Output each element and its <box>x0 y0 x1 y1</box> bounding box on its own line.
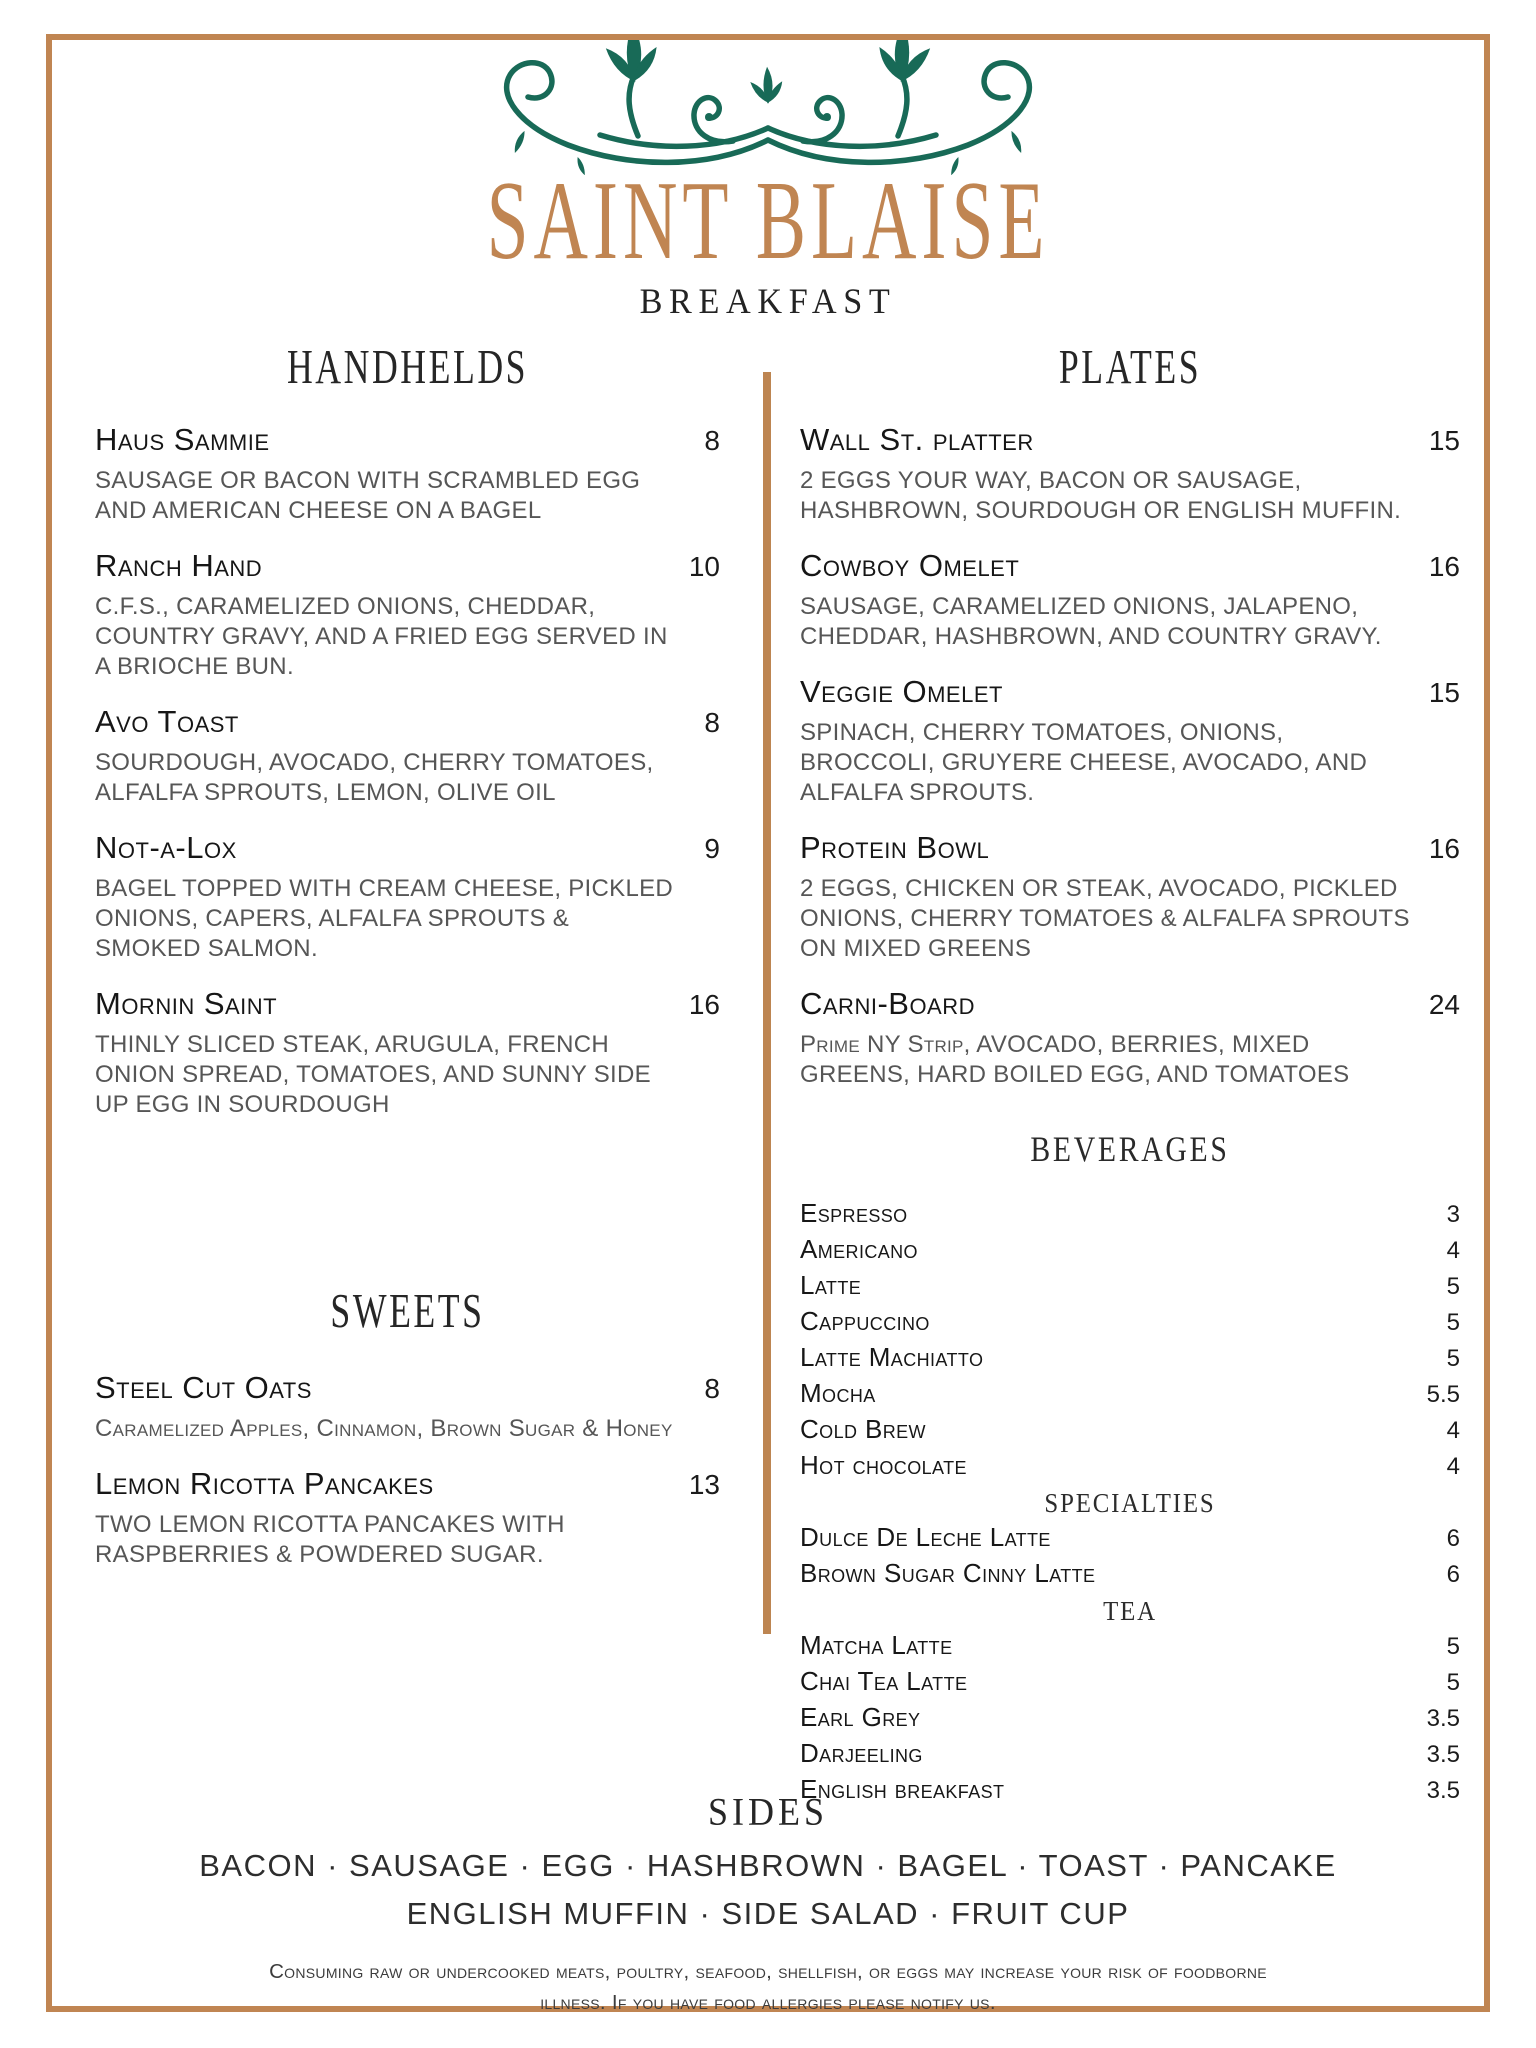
menu-item <box>95 422 720 526</box>
beverage-price: 6 <box>1446 1525 1460 1553</box>
item-name: Haus Sammie <box>95 422 270 457</box>
item-price: 8 <box>704 1373 720 1404</box>
beverage-name: Espresso <box>800 1198 908 1229</box>
beverage-name: Dulce De Leche Latte <box>800 1522 1051 1553</box>
right-column <box>800 330 1460 1808</box>
beverage-name: Latte <box>800 1270 862 1301</box>
beverage-row <box>800 1556 1460 1592</box>
item-price: 15 <box>1428 677 1460 708</box>
beverage-price: 3.5 <box>1426 1741 1460 1769</box>
item-description: THINLY SLICED STEAK, ARUGULA, FRENCH ONION SPREAD, TOMATOES, AND SUNNY SIDE UP EGG IN SOURDOUGH <box>95 1031 651 1118</box>
item-name: Not-a-Lox <box>95 830 237 865</box>
item-description: TWO LEMON RICOTTA PANCAKES WITH RASPBERRIES & POWDERED SUGAR. <box>95 1511 565 1568</box>
item-price: 9 <box>704 833 720 864</box>
beverage-row <box>800 1232 1460 1268</box>
item-price: 10 <box>688 551 720 582</box>
item-price: 15 <box>1428 425 1460 456</box>
item-description: SOURDOUGH, AVOCADO, CHERRY TOMATOES, ALFALFA SPROUTS, LEMON, OLIVE OIL <box>95 749 654 806</box>
beverage-price: 5 <box>1446 1273 1460 1301</box>
specialties-list <box>800 1520 1460 1592</box>
menu-item <box>95 704 720 808</box>
item-description: 2 EGGS YOUR WAY, BACON OR SAUSAGE, HASHBROWN, SOURDOUGH OR ENGLISH MUFFIN. <box>800 467 1402 524</box>
menu-item <box>800 548 1460 652</box>
beverage-row <box>800 1736 1460 1772</box>
item-description: BAGEL TOPPED WITH CREAM CHEESE, PICKLED ONIONS, CAPERS, ALFALFA SPROUTS & SMOKED SALMON. <box>95 875 674 962</box>
menu-item <box>800 674 1460 808</box>
beverage-price: 3 <box>1446 1201 1460 1229</box>
item-name: Wall St. platter <box>800 422 1034 457</box>
item-name: Ranch Hand <box>95 548 263 583</box>
beverage-price: 5 <box>1446 1633 1460 1661</box>
item-description: Caramelized Apples, Cinnamon, Brown Sugar & Honey <box>95 1415 673 1442</box>
beverage-price: 5.5 <box>1426 1381 1460 1409</box>
item-price: 13 <box>688 1469 720 1500</box>
handhelds-list <box>95 422 720 1120</box>
item-description: 2 EGGS, CHICKEN OR STEAK, AVOCADO, PICKLED ONIONS, CHERRY TOMATOES & ALFALFA SPROUTS ON MIXED GREENS <box>800 875 1410 962</box>
beverage-name: Darjeeling <box>800 1738 923 1769</box>
beverage-row <box>800 1340 1460 1376</box>
beverage-row <box>800 1268 1460 1304</box>
beverage-price: 4 <box>1446 1237 1460 1265</box>
beverage-row <box>800 1376 1460 1412</box>
beverage-name: Mocha <box>800 1378 876 1409</box>
subsection-title-specialties: SPECIALTIES <box>1044 1488 1216 1519</box>
item-price: 24 <box>1428 989 1460 1020</box>
beverage-name: Brown Sugar Cinny Latte <box>800 1558 1096 1589</box>
beverage-name: Chai Tea Latte <box>800 1666 968 1697</box>
item-price: 8 <box>704 707 720 738</box>
disclaimer <box>0 1956 1536 2018</box>
sides-line-1: BACON · SAUSAGE · EGG · HASHBROWN · BAGEL · TOAST · PANCAKE <box>199 1848 1337 1883</box>
item-price: 8 <box>704 425 720 456</box>
beverage-row <box>800 1448 1460 1484</box>
item-description: SPINACH, CHERRY TOMATOES, ONIONS, BROCCOLI, GRUYERE CHEESE, AVOCADO, AND ALFALFA SPROUTS. <box>800 719 1368 806</box>
beverage-name: Matcha Latte <box>800 1630 953 1661</box>
beverage-row <box>800 1664 1460 1700</box>
sides-line-2: ENGLISH MUFFIN · SIDE SALAD · FRUIT CUP <box>406 1896 1130 1931</box>
menu-title: BREAKFAST <box>639 281 897 321</box>
item-name: Veggie Omelet <box>800 674 1003 709</box>
beverage-name: Cold Brew <box>800 1414 926 1445</box>
subsection-title-tea: TEA <box>1103 1596 1157 1627</box>
item-price: 16 <box>688 989 720 1020</box>
menu-item <box>800 830 1460 964</box>
item-name: Steel Cut Oats <box>95 1370 312 1405</box>
item-name: Cowboy Omelet <box>800 548 1020 583</box>
restaurant-logo-text: SAINT BLAISE <box>486 157 1050 283</box>
sweets-list <box>95 1370 720 1570</box>
item-description: SAUSAGE, CARAMELIZED ONIONS, JALAPENO, CHEDDAR, HASHBROWN, AND COUNTRY GRAVY. <box>800 593 1382 650</box>
item-name: Lemon Ricotta Pancakes <box>95 1466 434 1501</box>
menu-item <box>95 1370 720 1444</box>
menu-item <box>800 422 1460 526</box>
item-description: C.F.S., CARAMELIZED ONIONS, CHEDDAR, COUNTRY GRAVY, AND A FRIED EGG SERVED IN A BRIOCHE BUN. <box>95 593 668 680</box>
beverage-price: 4 <box>1446 1417 1460 1445</box>
beverage-row <box>800 1628 1460 1664</box>
menu-item <box>95 986 720 1120</box>
item-name: Carni-Board <box>800 986 976 1021</box>
beverage-price: 6 <box>1446 1561 1460 1589</box>
beverage-name: English breakfast <box>800 1774 1005 1805</box>
item-description: SAUSAGE OR BACON WITH SCRAMBLED EGG AND AMERICAN CHEESE ON A BAGEL <box>95 467 641 524</box>
menu-header <box>0 0 1536 322</box>
beverage-name: Cappuccino <box>800 1306 930 1337</box>
flourish-ornament <box>428 40 1108 175</box>
beverage-row <box>800 1700 1460 1736</box>
menu-item <box>95 548 720 682</box>
section-title-sweets: SWEETS <box>330 1285 485 1339</box>
item-name: Avo Toast <box>95 704 239 739</box>
beverage-name: Americano <box>800 1234 918 1265</box>
beverage-price: 4 <box>1446 1453 1460 1481</box>
disclaimer-line-1: Consuming raw or undercooked meats, poultry, seafood, shellfish, or eggs may increase your risk of foodborne <box>269 1960 1267 1983</box>
beverage-price: 5 <box>1446 1669 1460 1697</box>
beverage-price: 5 <box>1446 1309 1460 1337</box>
beverage-name: Latte Machiatto <box>800 1342 984 1373</box>
beverage-row <box>800 1304 1460 1340</box>
disclaimer-line-2: illness. If you have food allergies please notify us. <box>540 1991 996 2014</box>
item-price: 16 <box>1428 551 1460 582</box>
section-title-beverages: BEVERAGES <box>1030 1130 1230 1170</box>
beverage-name: Hot chocolate <box>800 1450 967 1481</box>
beverage-price: 5 <box>1446 1345 1460 1373</box>
column-divider <box>763 372 771 1634</box>
beverage-row <box>800 1412 1460 1448</box>
section-title-sides: SIDES <box>707 1789 829 1834</box>
beverage-price: 3.5 <box>1426 1705 1460 1733</box>
menu-item <box>800 986 1460 1090</box>
beverage-row <box>800 1520 1460 1556</box>
beverage-name: Earl Grey <box>800 1702 921 1733</box>
beverage-row <box>800 1196 1460 1232</box>
menu-item <box>95 830 720 964</box>
bottom-section <box>0 1788 1536 2018</box>
beverages-list <box>800 1196 1460 1484</box>
section-title-plates: PLATES <box>1058 341 1202 395</box>
left-column <box>95 330 720 1570</box>
menu-item <box>95 1466 720 1570</box>
section-title-handhelds: HANDHELDS <box>286 341 529 395</box>
item-price: 16 <box>1428 833 1460 864</box>
tea-list <box>800 1628 1460 1808</box>
item-description: Prime NY Strip, AVOCADO, BERRIES, MIXED GREENS, HARD BOILED EGG, AND TOMATOES <box>800 1031 1350 1088</box>
plates-list <box>800 422 1460 1090</box>
item-name: Protein Bowl <box>800 830 990 865</box>
beverage-price: 3.5 <box>1426 1777 1460 1805</box>
item-name: Mornin Saint <box>95 986 278 1021</box>
